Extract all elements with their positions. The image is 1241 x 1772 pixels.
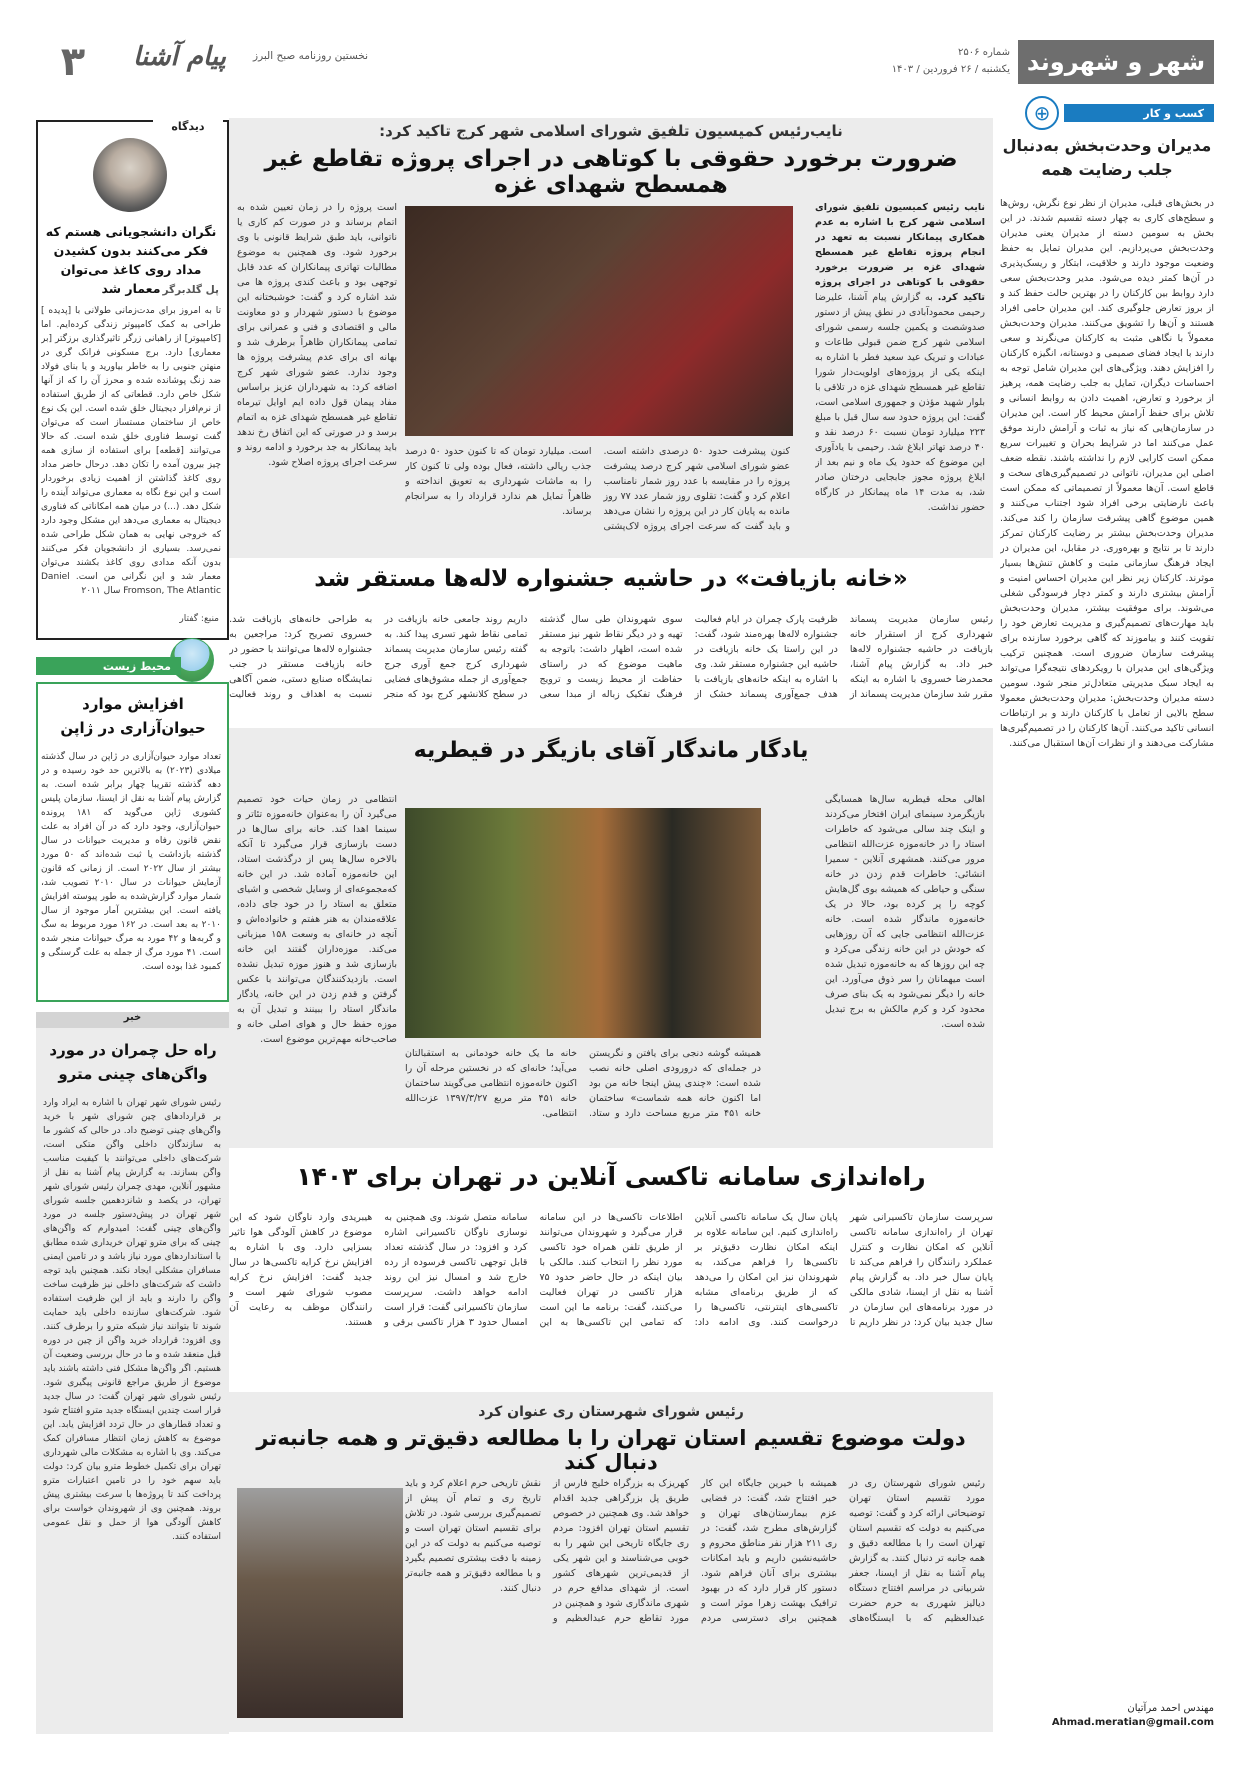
author-email[interactable]: Ahmad.meratian@gmail.com [1051, 1717, 1214, 1728]
province-article [229, 1392, 993, 1732]
section-title: شهر و شهروند [1018, 40, 1214, 84]
lead-intro: نایب رئیس کمیسیون تلفیق شورای اسلامی شهر کرج با اشاره به عدم همکاری پیمانکار نسبت به تعهد در انجام پروژه تقاطع غیر همسطح شهدای غزه بر ضرورت برخورد حقوقی با کوتاهی در اجرای پروژه تاکید کرد. [815, 202, 985, 303]
paper-tagline: نخستین روزنامه صبح البرز [253, 50, 369, 62]
museum-article [229, 728, 993, 1148]
opinion-label: دیدگاه [153, 120, 223, 136]
museum-caption: همیشه گوشه دنجی برای یافتن و نگریستن در جمله‌ای که درورودی اصلی خانه نصب شده است: «چندی پیش اینجا خانه من بود اما اکنون خانه همه شماست» ساختمان خانه ۴۵۱ متر مربع مساحت دارد و ستاد. خانه ما یک خانه خودمانی به استقبالتان می‌آید؛ خانه‌ای که در نخستین مرحله آن را اکنون خانه‌موزه انتظامی می‌گویند ساختمان خانه ۴۵۱ متر مربع ۱۳۹۷/۳/۲۷ عزت‌الله انتظامی. [405, 1048, 761, 1119]
environment-box [36, 682, 229, 1002]
province-photo [237, 1488, 403, 1718]
lead-photo [405, 206, 793, 436]
business-author [1000, 1702, 1214, 1730]
environment-title: افزایش موارد حیوان‌آزاری در ژاپن [60, 695, 206, 737]
lead-column-right [815, 200, 985, 550]
lead-col-right-text: به گزارش پیام آشنا، علیرضا رحیمی محمودآبادی در نطق پیش از دستور صدوشصت و یکمین جلسه رسمی شورای اسلامی شهر کرج ضمن قبولی طاعات و عبادات و تبریک عید سعید فطر با اشاره به اینکه یکی از پروژه‌های اولویت‌دار شورا تقاطع غیر همسطح شهدای غزه در تلاقی با بلوار شهید مؤذن و جمهوری اسلامی است، گفت: این پروژه حدود سه سال قبل با مبلغ ۲۲۳ میلیارد تومان نسبت ۶۰ درصد نقد و ۴۰ درصد تهاتر ابلاغ شد. رحیمی با یادآوری این موضوع که حدود یک ماه و نیم بعد از ابلاغ پروژه مجوز جابجایی درختان صادر شد، به مدت ۱۴ ماه پیمانکار در کارگاه حضور نداشت. [815, 292, 985, 513]
environment-body: تعداد موارد حیوان‌آزاری در ژاپن در سال گذشته میلادی (۲۰۲۳) به بالاترین حد خود رسیده و در دهه گذشته تقریبا چهار برابر شده است. به گزارش پیام آشنا به نقل از ایسنا، سازمان پلیس کشوری ژاپن می‌گوید که ۱۸۱ پرونده حیوان‌آزاری، وجود دارد که در آن افراد به علت نقض قانون رفاه و مدیریت حیوانات در سال گذشته بازداشت یا ثبت شده‌اند که ۵۰ مورد بیشتر از سال ۲۰۲۲ است. از زمانی که قانون آزمایش حیوانات در سال ۲۰۱۰ تصویب شد، شمار موارد گزارش‌شده به طور پیوسته افزایش یافته است. این بیشترین آمار موجود از سال ۲۰۱۰ به بعد است. در ۱۶۲ مورد مربوط به سگ و گربه‌ها و ۴۲ مورد به مرگ حیوانات منجر شده است. ۴۱ مورد مرگ از جمله به علت گرسنگی و کمبود غذا بوده است. [41, 752, 221, 972]
opinion-box [36, 120, 229, 640]
issue-info [892, 44, 1010, 78]
museum-photo [405, 808, 761, 1038]
masthead [38, 40, 1214, 84]
lead-supertitle: نایب‌رئیس کمیسیون تلفیق شورای اسلامی شهر کرج تاکید کرد: [379, 122, 843, 140]
taxi-body: سرپرست سازمان تاکسیرانی شهر تهران از راه‌اندازی سامانه تاکسی آنلاین که امکان نظارت و کنترل عملکرد رانندگان را فراهم می‌کند تا پایان سال خبر داد. به گزارش پیام آشنا به نقل از ایسنا، شادی مالکی در مورد برنامه‌های این سازمان در سال جدید بیان کرد: در نظر داریم تا پایان سال یک سامانه تاکسی آنلاین راه‌اندازی کنیم. این سامانه علاوه بر اینکه امکان نظارت دقیق‌تر بر تاکسی‌ها را فراهم می‌کند، به شهروندان نیز این امکان را می‌دهد که از طریق برنامه‌ای مشابه تاکسی‌های اینترنتی، تاکسی‌ها را درخواست کنند. وی ادامه داد: اطلاعات تاکسی‌ها در این سامانه قرار می‌گیرد و شهروندان می‌توانند از طریق تلفن همراه خود تاکسی مورد نظر را انتخاب کنند. مالکی با بیان اینکه در حال حاضر حدود ۷۵ هزار تاکسی در تهران فعالیت می‌کنند، گفت: برنامه ما این است که تمامی این تاکسی‌ها به این سامانه متصل شوند. وی همچنین به نوسازی ناوگان تاکسیرانی اشاره کرد و افزود: در سال گذشته تعداد قابل توجهی تاکسی فرسوده از رده خارج شد و امسال نیز این روند ادامه خواهد داشت. سرپرست سازمان تاکسیرانی گفت: قرار است امسال حدود ۳ هزار تاکسی برقی و هیبریدی وارد ناوگان شود که این موضوع در کاهش آلودگی هوا تاثیر بسزایی دارد. وی با اشاره به افزایش نرخ کرایه تاکسی‌ها در سال جدید گفت: افزایش نرخ کرایه مصوب شورای شهر است و رانندگان موظف به رعایت آن هستند. [229, 1212, 993, 1328]
province-body: رئیس شورای شهرستان ری در مورد تقسیم استان تهران توضیحاتی ارائه کرد و گفت: توصیه می‌کنیم به دولت که تقسیم استان تهران است را با مطالعه دقیق و همه جانبه تر دنبال کنند. به گزارش پیام آشنا به نقل از ایسنا، جعفر شربیانی در مراسم افتتاح دستگاه دیالیز شهرری به حرم حضرت عبدالعظیم که با ایستگاه‌های همیشه با خیرین جایگاه این کار خیر افتتاح شد، گفت: در فضایی عزم بیمارستان‌های تهران و گزارش‌های مطرح شد، گفت: در ری ۲۱۱ هزار نفر مناطق محروم و حاشیه‌نشین داریم و باید امکانات بیشتری برای آنان فراهم شود. دستور کار قرار دارد که در بهبود ترافیک بهشت زهرا موثر است و همچنین برای دسترسی مردم کهریزک به بزرگراه خلیج فارس از طریق پل بزرگراهی جدید اقدام خواهد شد. وی همچنین در خصوص تقسیم استان تهران افزود: مردم ری جایگاه تاریخی این شهر را به خوبی می‌شناسند و این شهر یکی از قدیمی‌ترین شهرهای کشور است. از شهدای مدافع حرم در شهری ماندگاری شود و همچنین در مورد تقاطع حرم عبدالعظیم و نقش تاریخی حرم اعلام کرد و باید تاریخ ری و تمام آن پیش از تصمیم‌گیری بررسی شود. در تلاش برای تقسیم استان تهران است و توصیه می‌کنیم به دولت که در این زمینه با دقت بیشتری تصمیم بگیرد و با مطالعه دقیق‌تر و همه جانبه‌تر دنبال کنند. [405, 1478, 985, 1624]
globe-icon: ⊕ [1025, 96, 1059, 130]
news-label: خبر [36, 1012, 229, 1028]
museum-column-left: انتظامی در زمان حیات خود تصمیم می‌گیرد آن را به‌عنوان خانه‌موزه تئاتر و سینما اهدا کند. خانه برای سال‌ها در دست بازسازی قرار می‌گیرد تا آنکه بالاخره سال‌ها پس از درگذشت استاد، این خانه‌موزه آماده شد. در این خانه که‌مجموعه‌ای از وسایل شخصی و اشیای متعلق به استاد را در خود جای داده، علاقه‌مندان به هنر هفتم و خانواده‌اش و آنچه در خانه‌ای به وسعت ۱۵۸ میزبانی می‌کند. موزه‌داران گفتند این خانه بازسازی شد و هنوز موزه تبدیل نشده است. بازدیدکنندگان می‌توانند با عکس گرفتن و قدم زدن در این خانه، یادگار ماندگار استاد را ببینند و تبدیل آن به موزه حفظ حال و هوای اصلی خانه و صاحب‌خانه مهم‌ترین موضوع است. [237, 794, 397, 1045]
opinion-body: تا به امروز برای مدت‌زمانی طولانی با [پدیده ] طراحی به کمک کامپیوتر زندگی کرده‌ایم. اما [کامپیوتر] از راهبانی زرگر تاثیرگذاری برزگتر [بر معماری] دارد. برج مسکونی فرانک گری در منهتن جنوبی را به خاطر بیاورید و یا بنای فولاد ضد زنگ پوشانده شده و محرز آن را که از آنها شکل خاص دارد. قطعاتی که از طریق استفاده از نرم‌افزار دیجیتال خلق شده است. این یک نوع خاص از ساختمان مستساز است که می‌توان گفت توسط فناوری خلق شده است. که حالا می‌توانند [قطعه] برای استفاده از سازی همه چیز بیرون آمده را تکان دهد. درحال حاضر مداد روی کاغذ گذاشتن از اهمیت زیادی برخوردار است و این نوع نگاه به معماری می‌تواند آینده را شکل دهد. (...) در میان همه امکاناتی که فناوری دیجیتال به معماری می‌دهد این مشکل وجود دارد که خروجی نهایی به همان شکل طراحی شده نمی‌رسد. بسیاری از دانشجویان فکر می‌کنند بدون آنکه مدادی روی کاغذ بکشند می‌توان معمار شد و این نگرانی من است. Daniel Fromson, The Atlantic سال ۲۰۱۱ [41, 306, 221, 596]
page-number: ۳ [60, 39, 86, 85]
news-title: راه حل چمران در مورد واگن‌های چینی مترو [49, 1041, 217, 1083]
lead-column-middle: کنون پیشرفت حدود ۵۰ درصدی داشته است. عضو شورای اسلامی شهر کرج درصد پیشرفت پروژه را در مقایسه با عدد روز شمار نامناسب اعلام کرد و گفت: تقلوی روز شمار عدد ۷۷ روز مانده به پایان کار در این پروژه را نشان می‌دهد و باید گفت که سرعت اجرای پروژه لاک‌پشتی است. میلیارد تومان که تا کنون حدود ۵۰ درصد جذب ریالی داشته، فعال بوده ولی تا کنون کار را به ماشات شهرداری به تعویق انداخته و ظاهراً تمایل هم ندارد قرارداد را به سرانجام برساند. [405, 446, 790, 532]
taxi-headline: راه‌اندازی سامانه تاکسی آنلاین در تهران برای ۱۴۰۳ [296, 1162, 926, 1191]
opinion-source: منبع: گفتار [179, 614, 219, 624]
province-supertitle: رئیس شورای شهرستان ری عنوان کرد [478, 1404, 744, 1420]
author-name: مهندس احمد مرآتیان [1127, 1703, 1214, 1714]
business-column [1000, 96, 1214, 1736]
issue-date: یکشنبه / ۲۶ فروردین / ۱۴۰۳ [891, 64, 1010, 75]
opinion-author-photo [93, 138, 167, 212]
issue-number: شماره ۲۵۰۶ [958, 47, 1010, 58]
business-article-title: مدیران وحدت‌بخش به‌دنبال جلب رضایت همه [1002, 136, 1212, 179]
lead-headline: ضرورت برخورد حقوقی با کوتاهی در اجرای پروژه تقاطع غیر همسطح شهدای غزه [264, 146, 958, 198]
news-body: رئیس شورای شهر تهران با اشاره به ایراد وارد بر قراردادهای چین شورای شهر با خرید واگن‌های چینی توضیح داد. در حالی که کشور ما به سازندگان داخلی واگن متکی است، شرکت‌های داخلی می‌توانند با کیفیت مناسب واگن بسازند. به گزارش پیام آشنا به نقل از مشهور آنلاین، مهدی چمران رئیس شورای شهر تهران، در یکصد و شانزدهمین جلسه شورای شهر تهران در پیش‌دستور جلسه در مورد واگن‌های چینی گفت: امیدوارم که واگن‌های چینی که برای مترو تهران خریداری شده مطابق با استانداردهای مورد نیاز باشد و در تامین ایمنی مسافران مشکلی ایجاد نکند. همچنین باید توجه داشت که شرکت‌های داخلی نیز ظرفیت ساخت واگن را دارند و باید از این ظرفیت استفاده شود. شرکت‌های سازنده داخلی باید حمایت شوند تا بتوانند نیاز شبکه مترو را برطرف کنند. وی افزود: قرارداد خرید واگن از چین در دوره قبل منعقد شده و ما در حال بررسی وضعیت آن هستیم. اگر واگن‌ها مشکل فنی داشته باشند باید موضوع از طریق مراجع قانونی پیگیری شود. رئیس شورای شهر تهران گفت: در سال جدید قرار است چندین ایستگاه جدید مترو افتتاح شود و تعداد قطارهای در حال تردد افزایش یابد. این موضوع به کاهش زمان انتظار مسافران کمک می‌کند. وی با اشاره به مشکلات مالی شهرداری تهران برای تکمیل خطوط مترو بیان کرد: دولت باید سهم خود را در تامین اعتبارات مترو پرداخت کند تا پروژه‌ها با سرعت بیشتری پیش بروند. همچنین وی از شهروندان خواست برای کاهش آلودگی هوا از حمل و نقل عمومی استفاده کنند. [43, 1098, 221, 1542]
recycling-headline: «خانه بازیافت» در حاشیه جشنواره لاله‌ها مستقر شد [314, 566, 908, 592]
recycling-body: رئیس سازمان مدیریت پسماند شهرداری کرج از استقرار خانه بازیافت در حاشیه جشنواره لاله‌ها خبر داد. به گزارش پیام آشنا، محمدرضا خسروی با اشاره به اینکه مقرر شد سازمان مدیریت پسماند از ظرفیت پارک چمران در ایام فعالیت جشنواره لاله‌ها بهره‌مند شود، گفت: در این راستا یک خانه بازیافت در حاشیه این جشنواره مستقر شد. وی با اشاره به اینکه خانه‌های بازیافت با هدف جمع‌آوری پسماند خشک از سوی شهروندان طی سال گذشته تهیه و در دیگر نقاط شهر نیز مستقر شده است، اظهار داشت: باتوجه به ماهیت موضوع که در راستای حفاظت از محیط زیست و ترویج فرهنگ تفکیک زباله از مبدا سعی داریم روند جامعی خانه بازیافت در تمامی نقاط شهر تسری پیدا کند. به گفته رئیس سازمان مدیریت پسماند شهرداری کرج جمع آوری جرج جمع‌آوری از جمله مشوق‌های فضایی در سطح کلانشهر کرج بود که منجر به طراحی خانه‌های بازیافت شد. خسروی تصریح کرد: مراجعین به جشنواره لاله‌ها می‌توانند با حضور در خانه بازیافت مستقر در جنب نمایشگاه صنایع دستی، ضمن آگاهی نسبت به اهداف و روند فعالیت [229, 614, 993, 700]
paper-logo: پیام آشنا [133, 42, 226, 72]
province-headline: دولت موضوع تقسیم استان تهران را با مطالعه دقیق‌تر و همه جانبه‌تر دنبال کند [256, 1426, 966, 1474]
lead-article [229, 118, 993, 558]
museum-headline: یادگار ماندگار آقای بازیگر در قیطریه [413, 738, 809, 763]
news-box [36, 1012, 229, 1734]
opinion-author: پل گلدبرگر [162, 284, 219, 296]
business-badge: کسب و کار [1064, 104, 1214, 122]
lead-column-left: است پروژه را در زمان تعیین شده به اتمام برساند و در صورت کم کاری یا ناتوانی، باید طبق شرایط قانونی با وی برخورد شود. وی همچنین به موضوع مطالبات تهاتری پیمانکاران که عدد قابل توجهی بود و باعث کندی پروژه ها می شد اشاره کرد و گفت: خوشبختانه این موضوع با دستور شهردار و دو معاونت مالی و اقتصادی و فنی و عمرانی برای تمامی پیمانکاران ظاهراً برطرف شد و بهانه ای برای عدم پیشرفت پروژه ها وجود ندارد. عضو شورای شهر کرج اضافه کرد: به شهرداران عزیز براساس مفاد پیمان قول داده ایم اوایل تیرماه تقاطع غیر همسطح شهدای غزه به اتمام برسد و در صورتی که این اتفاق رخ ندهد باید پیمانکار به جد برخورد و ادامه روند و سرعت اجرای پروژه اصلاح شود. [237, 202, 397, 468]
museum-column-right: اهالی محله قیطریه سال‌ها همسایگی بازیگرمرد سینمای ایران افتخار می‌کردند و اینک چند سالی می‌شود که خاطرات استاد را در خانه‌موزه عزت‌الله انتظامی مرور می‌کنند. همشهری آنلاین - سمیرا انشائی: خاطرات قدم زدن در خانه سنگی و حیاطی که همیشه بوی گل‌هایش کوچه را پر کرده بود، حالا در یک خانه‌موزه ماندگار شده است. خانه عزت‌الله انتظامی جایی که آن روزهایی که خودش در این خانه زندگی می‌کرد و چه این روزها که به خانه‌موزه تبدیل شده است میهمانان را سر ذوق می‌آورد. این خانه را دیگر نمی‌شود به یک بنای صرف محدود کرد و کرم مالکش به برج تبدیل شده است. [825, 794, 985, 1030]
environment-badge: محیط زیست [36, 657, 181, 675]
business-article-body: در بخش‌های قبلی، مدیران از نظر نوع نگرش، روش‌ها و سطح‌های کاری به چهار دسته تقسیم شدند. در این بخش به سومین دسته از مدیران یعنی مدیران وحدت‌بخش می‌پردازیم. این مدیران تمایل به حفظ وضعیت موجود دارند و خلاقیت، ابتکار و ریسک‌پذیری در آن‌ها کمتر دیده می‌شود. مدیر وحدت‌بخش سعی دارد روابط بین کارکنان را در بهترین حالت حفظ کند و از بروز تعارض جلوگیری کند. این مدیران حامی افراد هستند و آن‌ها را تشویق می‌کنند. مدیران وحدت‌بخش معمولاً با نگاهی مثبت به کارکنان می‌نگرند و سعی دارند با ایجاد فضای صمیمی و دوستانه، انگیزه کارکنان را افزایش دهند. ویژگی‌های این مدیران شامل توجه به احساسات دیگران، تمایل به جلب رضایت همه، پرهیز از برخورد و تعارض، اهمیت دادن به روابط انسانی و تلاش برای حفظ آرامش محیط کار است. این مدیران در سازمان‌هایی که نیاز به ثبات و آرامش دارند موفق عمل می‌کنند اما در شرایط بحران و تغییرات سریع ممکن است کارایی لازم را نداشته باشند. نقطه ضعف اصلی این مدیران، ناتوانی در تصمیم‌گیری‌های سخت و قاطع است. آن‌ها معمولاً از تصمیماتی که ممکن است باعث نارضایتی برخی افراد شود اجتناب می‌کنند و همین موضوع گاهی پیشرفت سازمان را کند می‌کند. مدیران وحدت‌بخش بیشتر بر رضایت کارکنان تمرکز دارند تا بر نتایج و بهره‌وری. در مقابل، این مدیران در ایجاد فرهنگ سازمانی مثبت و کاهش تنش‌ها بسیار موثرند. کارکنان زیر نظر این مدیران احساس امنیت و آرامش بیشتری دارند و کمتر دچار فرسودگی شغلی می‌شوند. برای موفقیت بیشتر، مدیران وحدت‌بخش باید مهارت‌های تصمیم‌گیری و مدیریت تعارض خود را تقویت کنند و بیاموزند که گاهی برخورد سازنده برای پیشرفت سازمان ضروری است. همچنین ترکیب ویژگی‌های این مدیران با رویکردهای نتیجه‌گرا می‌تواند به ایجاد سبک مدیریتی متعادل‌تر منجر شود. سومین دسته مدیران وحدت‌بخش: مدیران وحدت‌بخش معمولا سطح بالایی از تعامل با کارکنان دارند و بر ارتباطات انسانی تاکید می‌کنند. آن‌ها کارکنان را در تصمیم‌گیری‌ها مشارکت می‌دهند و از نظرات آن‌ها استقبال می‌کنند. [1000, 198, 1214, 749]
opinion-title: نگران دانشجویانی هستم که فکر می‌کنند بدون کشیدن مداد روی کاغذ می‌توان معمار شد [45, 224, 217, 296]
